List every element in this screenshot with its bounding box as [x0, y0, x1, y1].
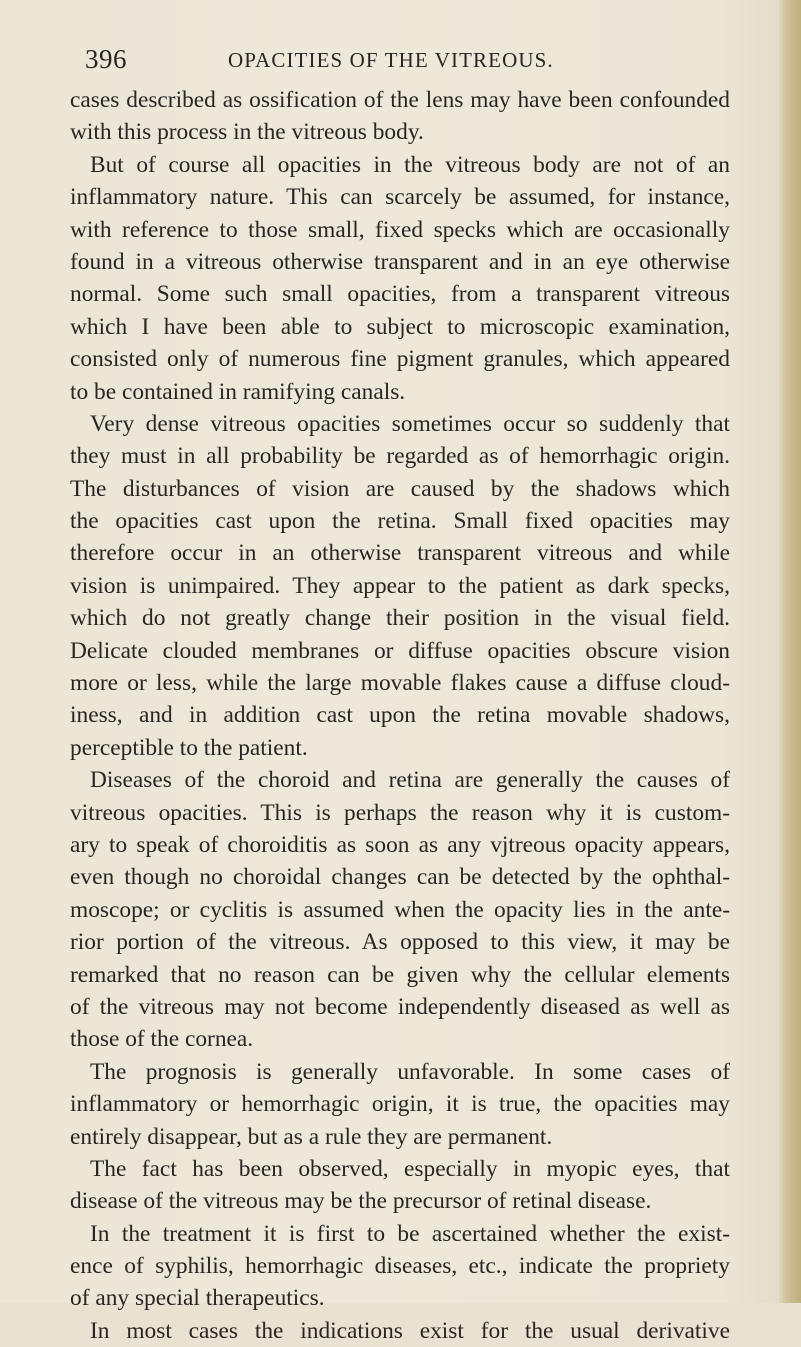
- page-edge: [779, 0, 801, 1303]
- text-line: The prognosis is generally unfavorable. In some cases of: [90, 1058, 730, 1085]
- text-line: normal. Some such small opacities, from a transparent vitreous: [70, 281, 730, 308]
- text-line: In most cases the indications exist for the usual derivative: [90, 1317, 730, 1344]
- body-text: [70, 84, 730, 1347]
- text-line: disease of the vitreous may be the precursor of retinal disease.: [70, 1188, 652, 1215]
- text-line: Delicate clouded membranes or diffuse opacities obscure vision: [70, 637, 730, 664]
- text-line: which do not greatly change their position in the visual field.: [70, 605, 730, 632]
- text-line: with reference to those small, fixed specks which are occasionally: [70, 216, 730, 243]
- page-header: [85, 44, 725, 80]
- text-line: Very dense vitreous opacities sometimes occur so suddenly that: [90, 410, 730, 437]
- text-line: ence of syphilis, hemorrhagic diseases, etc., indicate the propriety: [70, 1253, 730, 1280]
- text-line: The fact has been observed, especially in myopic eyes, that: [90, 1155, 730, 1182]
- text-line: But of course all opacities in the vitreous body are not of an: [90, 151, 730, 178]
- text-line: perceptible to the patient.: [70, 734, 308, 761]
- text-line: consisted only of numerous fine pigment granules, which appeared: [70, 346, 730, 373]
- text-line: they must in all probability be regarded as of hemorrhagic origin.: [70, 443, 730, 470]
- text-line: with this process in the vitreous body.: [70, 119, 424, 146]
- text-line: to be contained in ramifying canals.: [70, 378, 406, 405]
- page-number: 396: [85, 44, 127, 74]
- text-line: therefore occur in an otherwise transparent vitreous and while: [70, 540, 730, 567]
- text-line: which I have been able to subject to microscopic examination,: [70, 313, 730, 340]
- text-line: entirely disappear, but as a rule they are permanent.: [70, 1123, 553, 1150]
- text-line: moscope; or cyclitis is assumed when the opacity lies in the ante-: [70, 896, 730, 923]
- text-line: Diseases of the choroid and retina are generally the causes of: [90, 767, 730, 794]
- text-line: inflammatory or hemorrhagic origin, it is true, the opacities may: [70, 1091, 730, 1118]
- text-line: the opacities cast upon the retina. Small fixed opacities may: [70, 508, 730, 535]
- text-line: those of the cornea.: [70, 1026, 254, 1053]
- text-line: more or less, while the large movable flakes cause a diffuse cloud-: [70, 670, 730, 697]
- text-line: found in a vitreous otherwise transparent and in an eye otherwise: [70, 248, 730, 275]
- text-line: cases described as ossification of the lens may have been confounded: [70, 87, 730, 113]
- text-line: rior portion of the vitreous. As opposed to this view, it may be: [70, 929, 730, 956]
- text-line: of the vitreous may not become independently diseased as well as: [70, 993, 730, 1020]
- text-line: remarked that no reason can be given why the cellular elements: [70, 961, 730, 988]
- text-line: In the treatment it is first to be ascertained whether the exist-: [90, 1220, 730, 1247]
- text-line: The disturbances of vision are caused by the shadows which: [70, 475, 730, 502]
- text-line: of any special therapeutics.: [70, 1285, 325, 1312]
- text-line: even though no choroidal changes can be detected by the ophthal-: [70, 864, 730, 891]
- text-line: iness, and in addition cast upon the retina movable shadows,: [70, 702, 730, 729]
- text-line: vitreous opacities. This is perhaps the reason why it is custom-: [70, 799, 730, 826]
- text-line: vision is unimpaired. They appear to the patient as dark specks,: [70, 572, 730, 599]
- text-line: ary to speak of choroiditis as soon as any vjtreous opacity appears,: [70, 831, 730, 858]
- text-line: inflammatory nature. This can scarcely be assumed, for instance,: [70, 184, 730, 211]
- running-head: OPACITIES OF THE VITREOUS.: [228, 48, 554, 72]
